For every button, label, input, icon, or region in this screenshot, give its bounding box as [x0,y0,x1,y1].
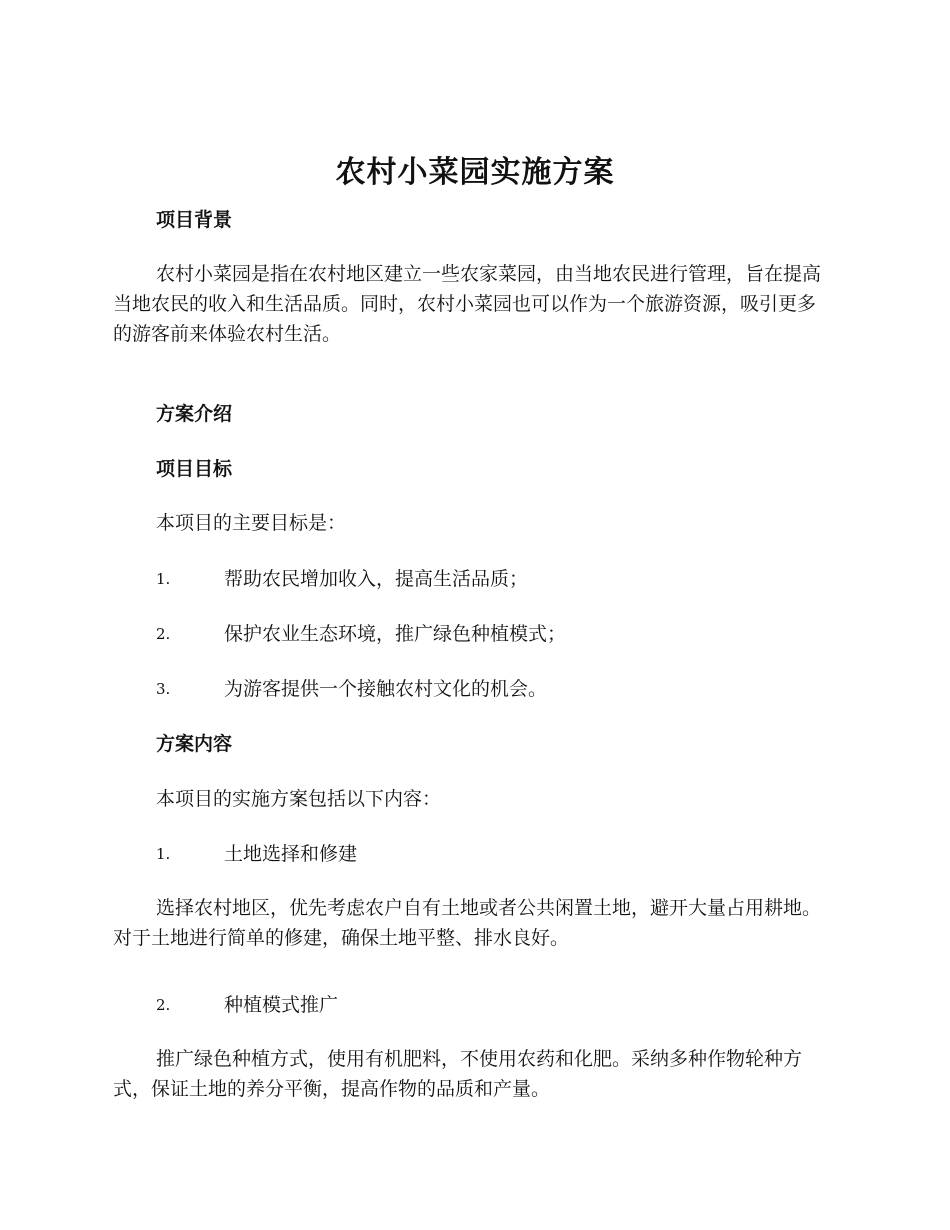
heading-content: 方案内容 [156,733,233,755]
list-item-text: 帮助农民增加收入，提高生活品质； [224,568,529,590]
paragraph-background: 农村小菜园是指在农村地区建立一些农家菜园，由当地农民进行管理，旨在提高当地农民的收入和生活品质。同时，农村小菜园也可以作为一个旅游资源，吸引更多的游客前来体验农村生活。 [113,263,822,345]
goal-intro-text: 本项目的主要目标是： [156,512,347,534]
list-item-text: 土地选择和修建 [224,843,358,865]
list-item-text: 种植模式推广 [224,994,339,1016]
heading-background: 项目背景 [156,209,233,231]
list-item-text: 保护农业生态环境，推广绿色种植模式； [224,623,567,645]
list-number: 1. [156,845,171,863]
list-number: 2. [156,625,171,643]
list-number: 1. [156,570,171,588]
list-number: 2. [156,996,171,1014]
paragraph-planting: 推广绿色种植方式，使用有机肥料，不使用农药和化肥。采纳多种作物轮种方式，保证土地的养分平衡，提高作物的品质和产量。 [113,1048,803,1100]
heading-goal: 项目目标 [156,458,233,480]
heading-plan-intro: 方案介绍 [156,403,233,425]
document-title: 农村小菜园实施方案 [335,155,615,190]
paragraph-land: 选择农村地区，优先考虑农户自有土地或者公共闲置土地，避开大量占用耕地。对于土地进行简单的修建，确保土地平整、排水良好。 [113,897,822,949]
list-item-text: 为游客提供一个接触农村文化的机会。 [224,678,548,700]
content-intro-text: 本项目的实施方案包括以下内容： [156,788,442,810]
list-number: 3. [156,680,171,698]
